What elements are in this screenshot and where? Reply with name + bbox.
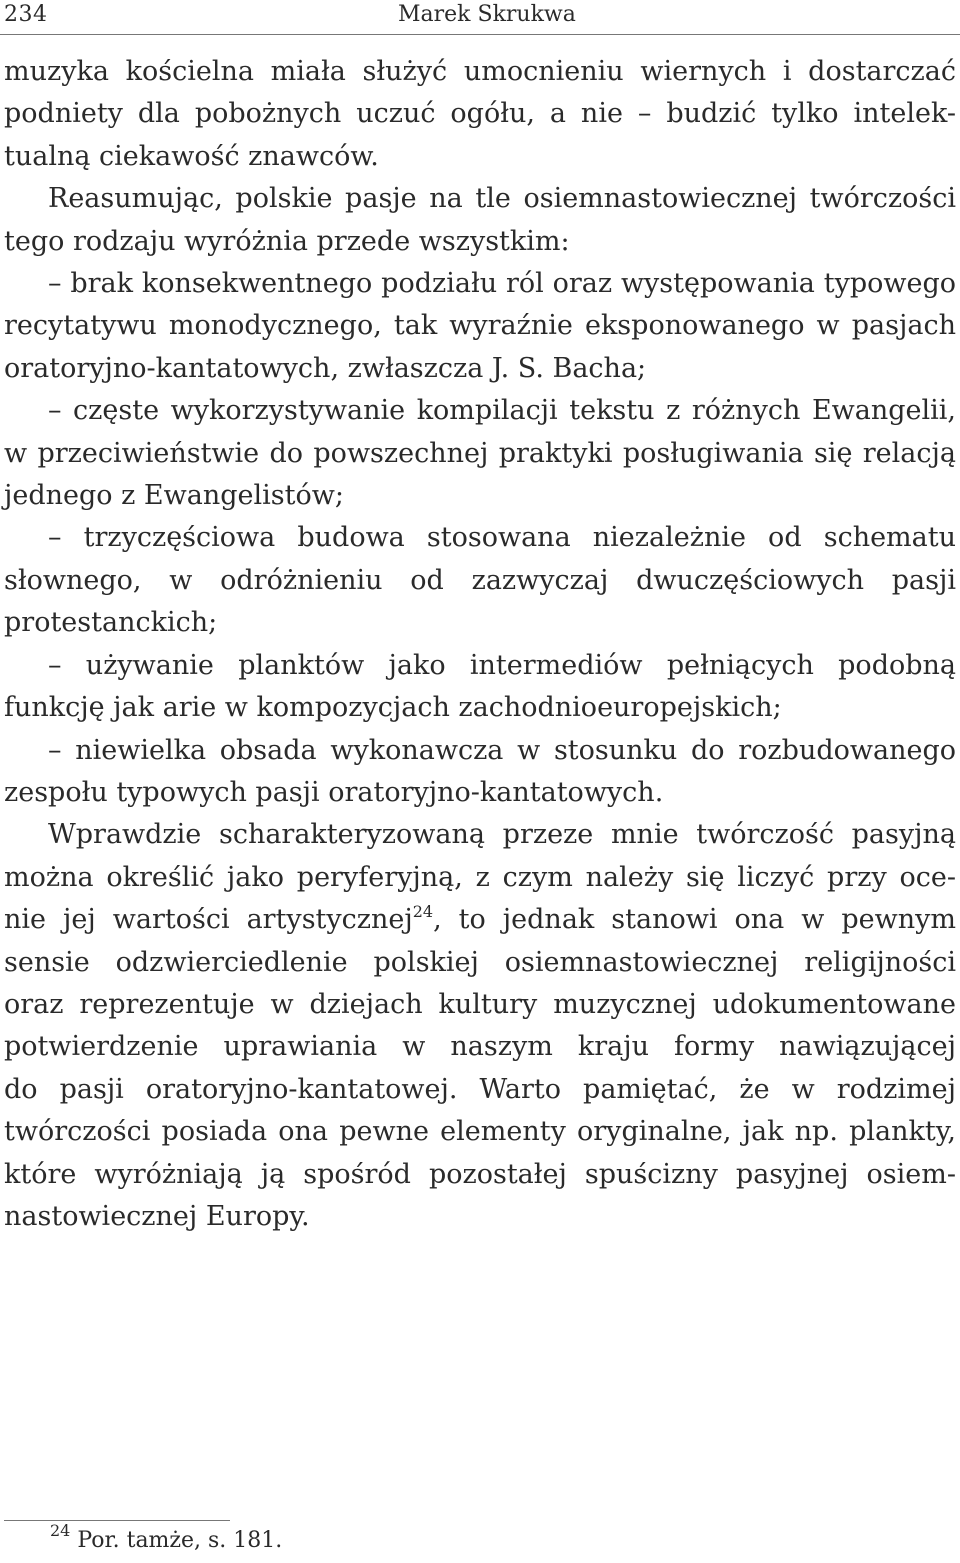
text-line: można określić jako peryferyjną, z czym należy się liczyć przy oce- <box>4 861 956 893</box>
text-line: oraz reprezentuje w dziejach kultury muzycznej udokumentowane <box>4 988 956 1020</box>
list-item-line: – częste wykorzystywanie kompilacji tekstu z różnych Ewangelii, <box>48 395 956 427</box>
body-text <box>4 51 956 1238</box>
text-line: nastowiecznej Europy. <box>4 1200 310 1232</box>
text-line: w przeciwieństwie do powszechnej praktyki posługiwania się relacją <box>4 437 956 469</box>
text-line: tualną ciekawość znawców. <box>4 140 379 172</box>
running-head-author: Marek Skrukwa <box>398 2 576 27</box>
text-line: zespołu typowych pasji oratoryjno-kantatowych. <box>4 776 664 808</box>
text-line: oratoryjno-kantatowych, zwłaszcza J. S. Bacha; <box>4 352 647 384</box>
footnote-separator <box>4 1520 230 1521</box>
text-line: które wyróżniają ją spośród pozostałej spuścizny pasyjnej osiem- <box>4 1158 956 1190</box>
text-fragment: nie jej wartości artystycznej <box>4 904 413 936</box>
text-line: twórczości posiada ona pewne elementy oryginalne, jak np. plankty, <box>4 1116 956 1148</box>
list-item-line: – niewielka obsada wykonawcza w stosunku do rozbudowanego <box>48 734 956 766</box>
text-line: Wprawdzie scharakteryzowaną przeze mnie twórczość pasyjną <box>48 819 956 851</box>
text-line: funkcję jak arie w kompozycjach zachodnioeuropejskich; <box>4 692 782 724</box>
list-item-line: – brak konsekwentnego podziału ról oraz występowania typowego <box>48 268 956 300</box>
footnote-marker: 24 <box>50 1521 71 1540</box>
list-item-line: – trzyczęściowa budowa stosowana niezależnie od schematu <box>48 522 956 554</box>
text-line: podniety dla pobożnych uczuć ogółu, a nie – budzić tylko intelek- <box>4 98 956 130</box>
text-line: do pasji oratoryjno-kantatowej. Warto pamiętać, że w rodzimej <box>4 1073 956 1105</box>
footnote-text: Por. tamże, s. 181. <box>77 1528 283 1553</box>
text-line: Reasumując, polskie pasje na tle osiemnastowiecznej twórczości <box>48 183 956 215</box>
text-line: protestanckich; <box>4 607 218 639</box>
list-item-line: – używanie planktów jako intermediów pełniących podobną <box>48 649 956 681</box>
text-line: jednego z Ewangelistów; <box>4 480 344 512</box>
text-line: słownego, w odróżnieniu od zazwyczaj dwuczęściowych pasji <box>4 564 956 596</box>
text-line: muzyka kościelna miała służyć umocnieniu wiernych i dostarczać <box>4 56 956 87</box>
text-fragment: , to jednak stanowi ona w pewnym <box>433 904 956 936</box>
text-line: tego rodzaju wyróżnia przede wszystkim: <box>4 225 570 257</box>
running-header <box>0 0 960 35</box>
text-line-with-footnote <box>4 899 956 941</box>
page-number: 234 <box>4 2 48 27</box>
text-line: sensie odzwierciedlenie polskiej osiemnastowiecznej religijności <box>4 946 956 978</box>
text-line: recytatywu monodycznego, tak wyraźnie eksponowanego w pasjach <box>4 310 956 342</box>
footnote-reference[interactable]: 24 <box>412 902 434 922</box>
footnote <box>50 1521 283 1556</box>
text-line: potwierdzenie uprawiania w naszym kraju formy nawiązującej <box>4 1031 956 1063</box>
